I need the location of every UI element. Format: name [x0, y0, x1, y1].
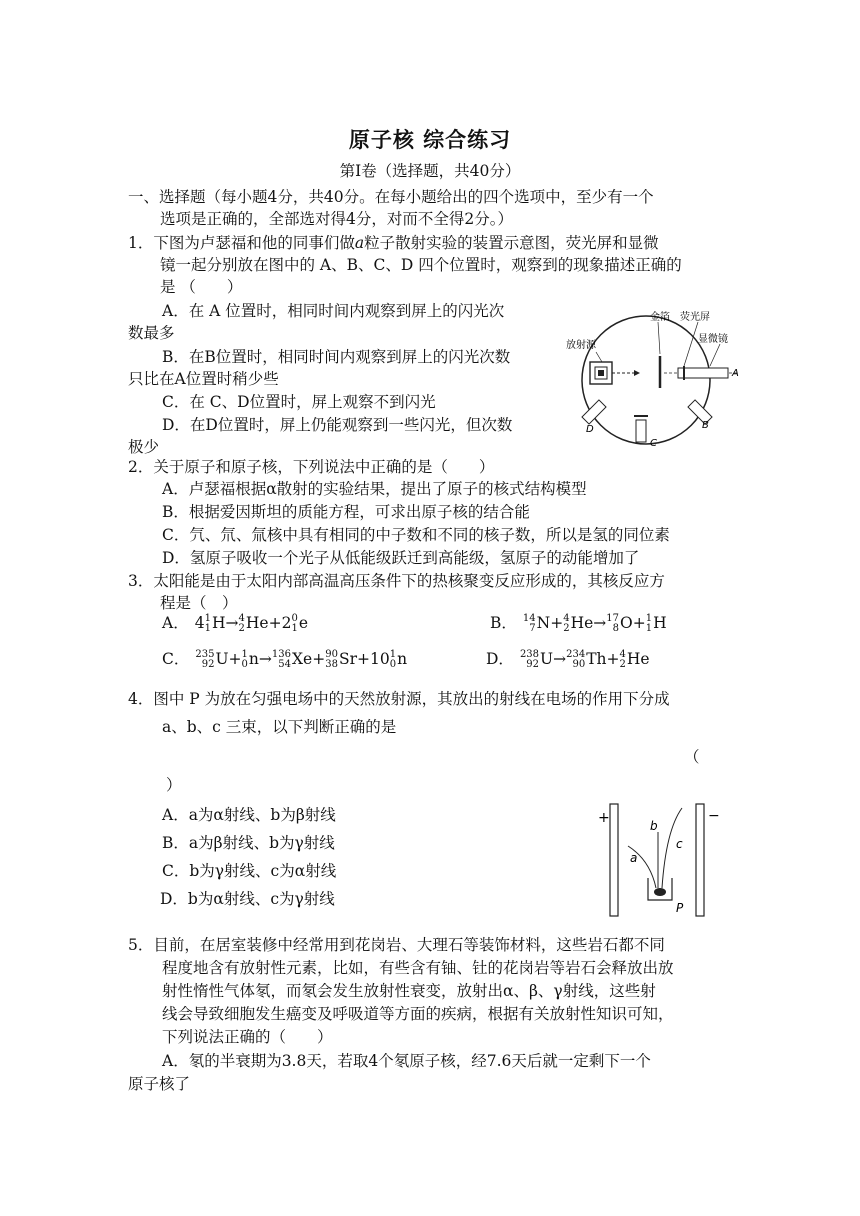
microscope-c — [636, 420, 646, 442]
q4-option-b: B．a为β射线、b为γ射线 — [162, 834, 335, 852]
q4-stem-line1: 4．图中 P 为放在匀强电场中的天然放射源，其放出的射线在电场的作用下分成 — [128, 690, 670, 708]
q4-option-a: A．a为α射线、b为β射线 — [162, 806, 336, 824]
q1-option-d-line2: 极少 — [128, 438, 160, 456]
q1-option-c: C．在 C、D位置时，屏上观察不到闪光 — [162, 393, 436, 411]
label-beam-b: b — [650, 819, 658, 833]
q5-option-a-line2: 原子核了 — [128, 1075, 191, 1093]
minus-sign: − — [708, 808, 720, 824]
label-screen: 荧光屏 — [680, 312, 710, 323]
q5-stem-line1: 5．目前，在居室装修中经常用到花岗岩、大理石等装饰材料，这些岩石都不同 — [128, 936, 665, 954]
q3-stem-line2: 程是（ ） — [160, 594, 238, 612]
microscope-d — [582, 400, 606, 424]
q3-option-b: B． 14 7 N+ 4 2 He→ 17 8 O+ 1 1 H — [490, 613, 667, 634]
label-microscope: 显微镜 — [698, 334, 728, 345]
q5-stem-line3: 射性惰性气体氡，而氡会发生放射性衰变，放射出α、β、γ射线，这些射 — [162, 982, 656, 1000]
q3-option-a: A． 4 1 1 H→ 4 2 He+2 0 1 e — [162, 613, 308, 634]
q2-option-d: D．氢原子吸收一个光子从低能级跃迁到高能级，氢原子的动能增加了 — [162, 549, 640, 567]
q2-option-c: C．氕、氘、氚核中具有相同的中子数和不同的核子数，所以是氢的同位素 — [162, 526, 670, 544]
q3-stem-line1: 3．太阳能是由于太阳内部高温高压条件下的热核聚变反应形成的，其核反应方 — [128, 572, 665, 590]
q2-option-b: B．根据爱因斯坦的质能方程，可求出原子核的结合能 — [162, 503, 530, 521]
q4-stem-line2: a、b、c 三束，以下判断正确的是 — [162, 718, 397, 736]
label-beam-c: c — [676, 837, 683, 851]
q4-option-c: C．b为γ射线、c为α射线 — [162, 862, 337, 880]
section-title: 第Ⅰ卷（选择题，共40分） — [339, 162, 521, 180]
instructions-line1: 一、选择题（每小题4分，共40分。在每小题给出的四个选项中，至少有一个 — [128, 188, 654, 206]
label-foil: 金箔 — [650, 312, 670, 323]
q3-option-c: C． 235 92 U+ 1 0 n→ 136 54 Xe+ 90 38 Sr+10 1 0 n — [162, 649, 408, 670]
q5-stem-line2: 程度地含有放射性元素，比如，有些含有铀、钍的花岗岩等岩石会释放出放 — [162, 959, 674, 977]
q5-option-a-line1: A．氡的半衰期为3.8天，若取4个氡原子核，经7.6天后就一定剩下一个 — [162, 1052, 651, 1070]
rutherford-apparatus-figure — [560, 308, 750, 458]
q1-stem-line3: 是 （ ） — [160, 278, 243, 296]
q4-paren-open: （ — [684, 748, 700, 766]
label-source: 放射源 — [566, 340, 596, 351]
q2-stem: 2．关于原子和原子核，下列说法中正确的是（ ） — [128, 458, 495, 476]
q1-option-b-line1: B．在B位置时，相同时间内观察到屏上的闪光次数 — [162, 348, 511, 366]
q1-option-a-line2: 数最多 — [128, 324, 175, 342]
positive-plate — [610, 804, 618, 916]
q5-stem-line4: 线会导致细胞发生癌变及呼吸道等方面的疾病，根据有关放射性知识可知， — [162, 1005, 674, 1023]
q4-option-d: D．b为α射线、c为γ射线 — [160, 890, 335, 908]
plus-sign: + — [598, 810, 610, 826]
q1-option-a-line1: A．在 A 位置时，相同时间内观察到屏上的闪光次 — [162, 302, 505, 320]
q1-option-b-line2: 只比在A位置时稍少些 — [128, 370, 279, 388]
label-c: C — [650, 438, 657, 449]
q2-option-a: A．卢瑟福根据α散射的实验结果，提出了原子的核式结构模型 — [162, 480, 587, 498]
label-d: D — [586, 424, 594, 435]
q1-option-d-line1: D．在D位置时，屏上仍能观察到一些闪光，但次数 — [162, 416, 513, 434]
q3-option-d: D． 238 92 U→ 234 90 Th+ 4 2 He — [486, 649, 650, 670]
label-p: P — [676, 901, 684, 915]
q1-stem-line1: 1．下图为卢瑟福和他的同事们做a粒子散射实验的装置示意图，荧光屏和显微 — [128, 234, 659, 252]
q1-stem-line2: 镜一起分别放在图中的 A、B、C、D 四个位置时，观察到的现象描述正确的 — [160, 256, 682, 274]
page-title: 原子核 综合练习 — [348, 128, 512, 152]
negative-plate — [696, 804, 704, 916]
q5-stem-line5: 下列说法正确的（ ） — [162, 1028, 333, 1046]
instructions-line2: 选项是正确的，全部选对得4分，对而不全得2分。） — [160, 210, 513, 228]
q4-paren-close: ） — [166, 776, 182, 794]
label-beam-a: a — [630, 851, 638, 865]
label-b: B — [702, 420, 709, 431]
microscope-a — [678, 368, 728, 378]
radiation-field-figure — [592, 800, 722, 922]
label-a: A — [732, 368, 739, 379]
